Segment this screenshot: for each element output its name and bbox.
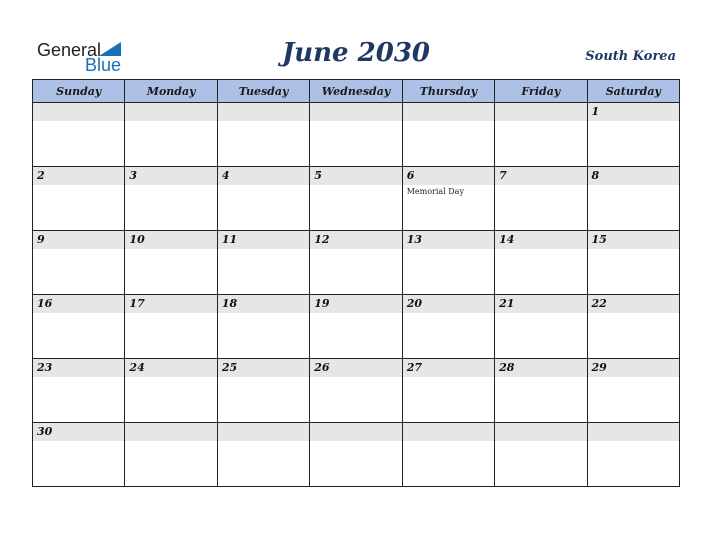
day-number: 25 [221,361,238,374]
day-number: 8 [591,169,600,182]
day-cell [33,423,125,487]
day-cell [402,423,494,487]
day-cell [587,295,679,359]
day-number: 27 [406,361,422,374]
day-cell [33,231,125,295]
day-cell [587,167,679,231]
day-number: 18 [221,297,238,310]
weekday-header: Sunday [33,80,125,103]
day-number: 5 [314,169,322,182]
day-cell [310,167,402,231]
day-cell [217,167,309,231]
day-number: 6 [406,169,415,182]
day-number: 26 [314,361,330,374]
country-label: South Korea [585,49,676,64]
day-number: 4 [221,169,230,182]
day-number: 1 [591,105,600,118]
day-cell [402,359,494,423]
day-cell [125,167,217,231]
day-cell [33,295,125,359]
week-row [33,359,680,423]
day-number-bar [125,167,216,185]
calendar-body [33,103,680,487]
day-number-bar [125,103,216,121]
calendar-title: June 2030 [281,38,431,68]
weekday-header: Friday [495,80,587,103]
day-cell [587,423,679,487]
day-number: 14 [499,233,515,246]
day-cell [495,231,587,295]
day-cell [495,103,587,167]
day-number-bar [218,103,309,121]
day-cell [310,359,402,423]
week-row [33,231,680,295]
day-number-bar [403,423,494,441]
weekday-header: Tuesday [217,80,309,103]
day-cell [33,359,125,423]
day-cell [217,423,309,487]
day-cell [310,423,402,487]
day-cell [402,295,494,359]
day-number: 30 [37,425,53,438]
weekday-header: Saturday [587,80,679,103]
logo-text-general: General [37,40,102,60]
day-cell [310,295,402,359]
day-number-bar [403,103,494,121]
day-number-bar [495,423,586,441]
day-number-bar [403,167,494,185]
day-cell [33,167,125,231]
day-cell [217,103,309,167]
day-cell [310,231,402,295]
day-number: 15 [591,233,607,246]
day-number: 28 [499,361,515,374]
weekday-header: Monday [125,80,217,103]
logo-text-blue: Blue [85,55,122,75]
day-cell [587,231,679,295]
day-cell [125,103,217,167]
day-cell [402,167,494,231]
day-number-bar [588,167,679,185]
day-cell [402,231,494,295]
day-cell [125,295,217,359]
day-number-bar [495,103,586,121]
day-number-bar [495,167,586,185]
day-number: 20 [406,297,422,310]
weekday-header: Thursday [402,80,494,103]
day-cell [125,359,217,423]
day-cell [125,231,217,295]
calendar-grid [32,79,680,487]
day-number-bar [588,423,679,441]
week-row [33,167,680,231]
day-cell [33,103,125,167]
day-number: 2 [37,169,45,182]
day-number: 12 [314,233,330,246]
day-number: 19 [314,297,330,310]
day-number: 3 [129,169,138,182]
day-cell [495,359,587,423]
day-number: 7 [499,169,507,182]
day-cell [495,295,587,359]
day-number-bar [218,423,309,441]
day-cell [217,231,309,295]
day-number: 16 [37,297,53,310]
day-number: 17 [129,297,145,310]
day-cell [125,423,217,487]
day-number: 11 [221,233,238,246]
day-number-bar [310,103,401,121]
day-number-bar [218,167,309,185]
day-number-bar [33,103,124,121]
day-number: 10 [129,233,145,246]
day-cell [310,103,402,167]
day-cell [587,359,679,423]
day-number: 13 [406,233,422,246]
day-number-bar [33,167,124,185]
day-cell [217,359,309,423]
day-number: 29 [591,361,607,374]
day-number-bar [310,167,401,185]
day-cell [217,295,309,359]
day-cell [495,167,587,231]
week-row [33,423,680,487]
day-number: 23 [37,361,53,374]
day-cell [587,103,679,167]
week-row [33,295,680,359]
day-number-bar [125,423,216,441]
week-row [33,103,680,167]
day-number-bar [33,231,124,249]
day-cell [402,103,494,167]
day-number: 21 [499,297,515,310]
weekday-header: Wednesday [310,80,402,103]
weekday-header-row [33,80,680,103]
day-number-bar [588,103,679,121]
day-number: 24 [129,361,145,374]
day-cell [495,423,587,487]
day-number: 22 [591,297,607,310]
holiday-label: Memorial Day [406,187,464,196]
day-number: 9 [37,233,45,246]
day-number-bar [310,423,401,441]
